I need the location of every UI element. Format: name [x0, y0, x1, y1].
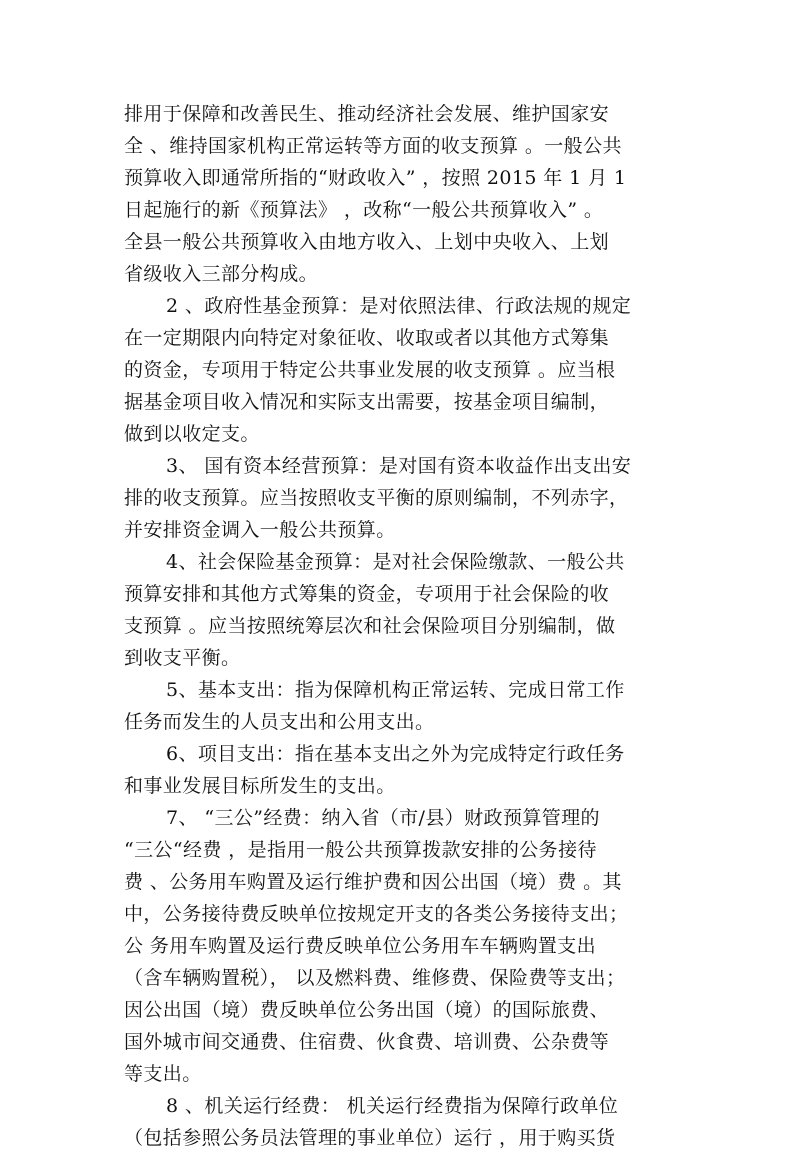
text-line: 并安排资金调入一般公共预算。 — [124, 519, 396, 541]
text-line: 5、基本支出：指为保障机构正常运转、完成日常工作 — [166, 679, 625, 701]
text-line: （包括参照公务员法管理的事业单位）运行 ，用于购买货 — [124, 1127, 616, 1149]
text-line: 排用于保障和改善民生、推动经济社会发展、维护国家安 — [124, 103, 610, 125]
text-line: 到收支平衡。 — [124, 647, 241, 669]
text-line: 日起施行的新《预算法》 ，改称“一般公共预算收入” 。 — [124, 199, 604, 221]
text-line: 全 、维持国家机构正常运转等方面的收支预算 。一般公共 — [124, 135, 622, 157]
text-line: 支预算 。应当按照统筹层次和社会保险项目分别编制，做 — [124, 615, 616, 637]
text-line: 预算收入即通常所指的“财政收入” ，按照 2015 年 1 月 1 — [124, 167, 627, 189]
text-line: 3、 国有资本经营预算：是对国有资本收益作出支出安 — [166, 455, 632, 477]
text-line: 7、 “三公”经费：纳入省（市/县）财政预算管理的 — [166, 807, 600, 829]
text-line: 6、项目支出：指在基本支出之外为完成特定行政任务 — [166, 743, 625, 765]
text-line: “三公“经费 ，是指用一般公共预算拨款安排的公务接待 — [124, 839, 597, 861]
text-line: 等支出。 — [124, 1063, 202, 1085]
text-line: 8 、机关运行经费： 机关运行经费指为保障行政单位 — [166, 1095, 619, 1117]
text-line: 据基金项目收入情况和实际支出需要，按基金项目编制， — [124, 391, 610, 413]
text-line: 国外城市间交通费、住宿费、伙食费、培训费、公杂费等 — [124, 1031, 610, 1053]
text-line: 做到以收定支。 — [124, 423, 260, 445]
text-line: 和事业发展目标所发生的支出。 — [124, 775, 396, 797]
text-line: 因公出国（境）费反映单位公务出国（境）的国际旅费、 — [124, 999, 610, 1021]
text-line: 4、社会保险基金预算：是对社会保险缴款、一般公共 — [166, 551, 625, 573]
text-line: 任务而发生的人员支出和公用支出。 — [124, 711, 435, 733]
text-line: 费 、公务用车购置及运行维护费和因公出国（境）费 。其 — [124, 871, 622, 893]
text-line: 省级收入三部分构成。 — [124, 263, 319, 285]
text-line: 在一定期限内向特定对象征收、收取或者以其他方式筹集 — [124, 327, 610, 349]
text-line: 中，公务接待费反映单位按规定开支的各类公务接待支出； — [124, 903, 629, 925]
text-line: 排的收支预算。应当按照收支平衡的原则编制，不列赤字， — [124, 487, 629, 509]
text-line: 公 务用车购置及运行费反映单位公务用车车辆购置支出 — [124, 935, 597, 957]
text-line: 2 、政府性基金预算：是对依照法律、行政法规的规定 — [166, 295, 632, 317]
text-line: 的资金，专项用于特定公共事业发展的收支预算 。应当根 — [124, 359, 616, 381]
text-line: 全县一般公共预算收入由地方收入、上划中央收入、上划 — [124, 231, 610, 253]
text-line: （含车辆购置税）， 以及燃料费、维修费、保险费等支出； — [124, 967, 626, 989]
document-body — [124, 98, 672, 1154]
text-line: 预算安排和其他方式筹集的资金，专项用于社会保险的收 — [124, 583, 610, 605]
